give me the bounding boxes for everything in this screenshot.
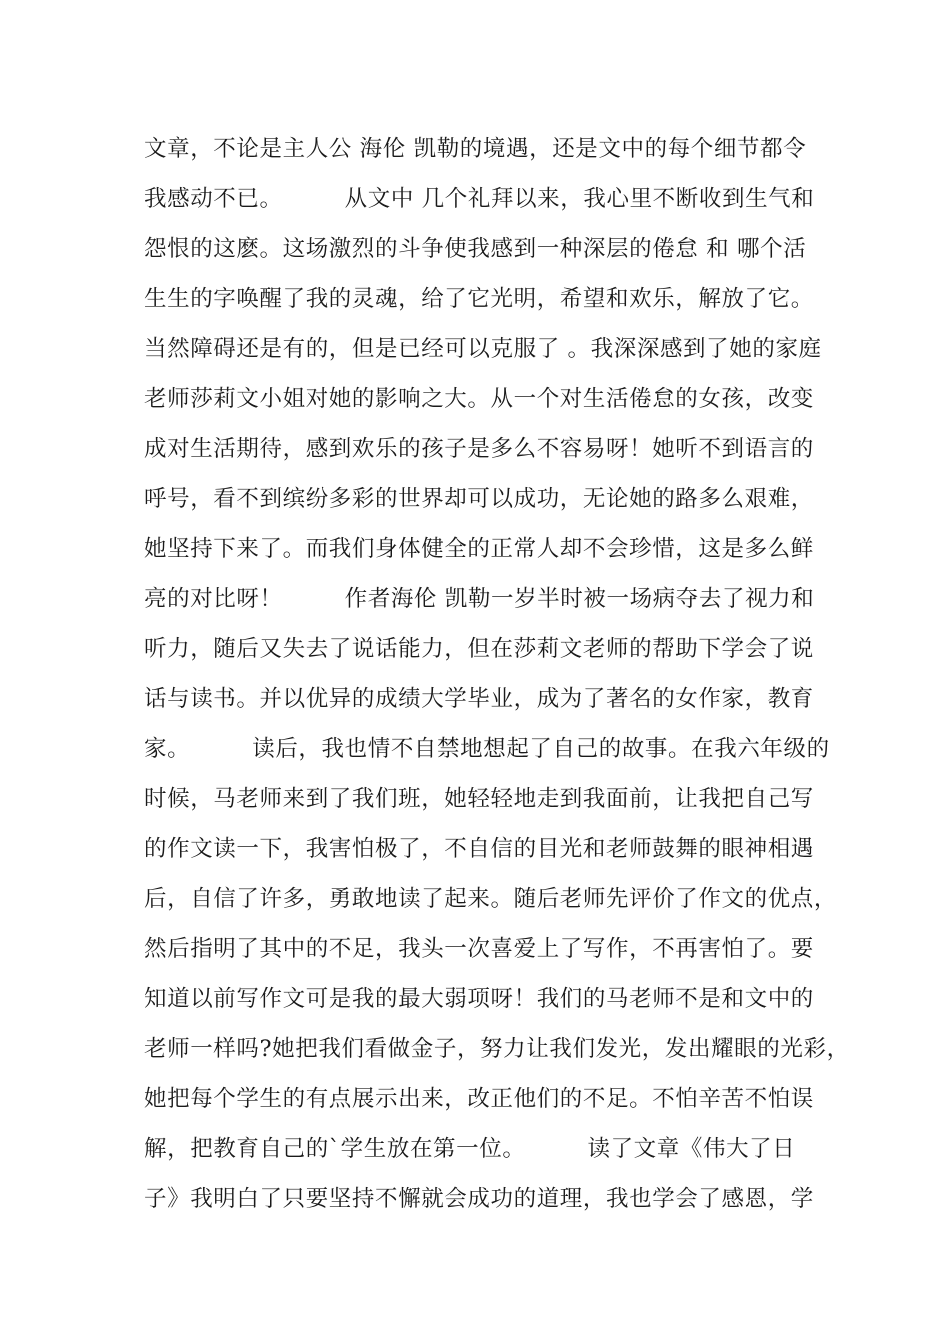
text-line: 时候，马老师来到了我们班，她轻轻地走到我面前，让我把自己写 bbox=[144, 786, 814, 812]
text-line: 家。 读后，我也情不自禁地想起了自己的故事。在我六年级的 bbox=[144, 736, 830, 762]
text-line: 老师莎莉文小姐对她的影响之大。从一个对生活倦怠的女孩，改变 bbox=[144, 386, 814, 412]
body-text bbox=[144, 131, 850, 1231]
text-line: 听力，随后又失去了说话能力，但在莎莉文老师的帮助下学会了说 bbox=[144, 636, 814, 662]
text-line: 当然障碍还是有的，但是已经可以克服了 。我深深感到了她的家庭 bbox=[144, 336, 822, 362]
text-line: 我感动不已。 从文中 几个礼拜以来，我心里不断收到生气和 bbox=[144, 186, 815, 212]
text-line: 解，把教育自己的`学生放在第一位。 读了文章《伟大了日 bbox=[144, 1136, 796, 1162]
text-line: 老师一样吗?她把我们看做金子，努力让我们发光，发出耀眼的光彩， bbox=[144, 1036, 850, 1062]
text-line: 知道以前写作文可是我的最大弱项呀！我们的马老师不是和文中的 bbox=[144, 986, 814, 1012]
text-line: 成对生活期待，感到欢乐的孩子是多么不容易呀！她听不到语言的 bbox=[144, 436, 814, 462]
text-line: 然后指明了其中的不足，我头一次喜爱上了写作，不再害怕了。要 bbox=[144, 936, 814, 962]
text-line: 后，自信了许多，勇敢地读了起来。随后老师先评价了作文的优点， bbox=[144, 886, 838, 912]
text-line: 生生的字唤醒了我的灵魂，给了它光明，希望和欢乐，解放了它。 bbox=[144, 286, 814, 312]
text-line: 呼号，看不到缤纷多彩的世界却可以成功，无论她的路多么艰难， bbox=[144, 486, 814, 512]
text-line: 文章，不论是主人公 海伦 凯勒的境遇，还是文中的每个细节都令 bbox=[144, 136, 807, 162]
text-line: 她坚持下来了。而我们身体健全的正常人却不会珍惜，这是多么鲜 bbox=[144, 536, 814, 562]
text-line: 子》我明白了只要坚持不懈就会成功的道理，我也学会了感恩，学 bbox=[144, 1186, 814, 1212]
text-line: 怨恨的这麽。这场激烈的斗争使我感到一种深层的倦怠 和 哪个活 bbox=[144, 236, 807, 262]
text-line: 话与读书。并以优异的成绩大学毕业，成为了著名的女作家，教育 bbox=[144, 686, 814, 712]
text-line: 她把每个学生的有点展示出来，改正他们的不足。不怕辛苦不怕误 bbox=[144, 1086, 814, 1112]
text-line: 的作文读一下，我害怕极了，不自信的目光和老师鼓舞的眼神相遇 bbox=[144, 836, 814, 862]
text-line: 亮的对比呀！ 作者海伦 凯勒一岁半时被一场病夺去了视力和 bbox=[144, 586, 815, 612]
